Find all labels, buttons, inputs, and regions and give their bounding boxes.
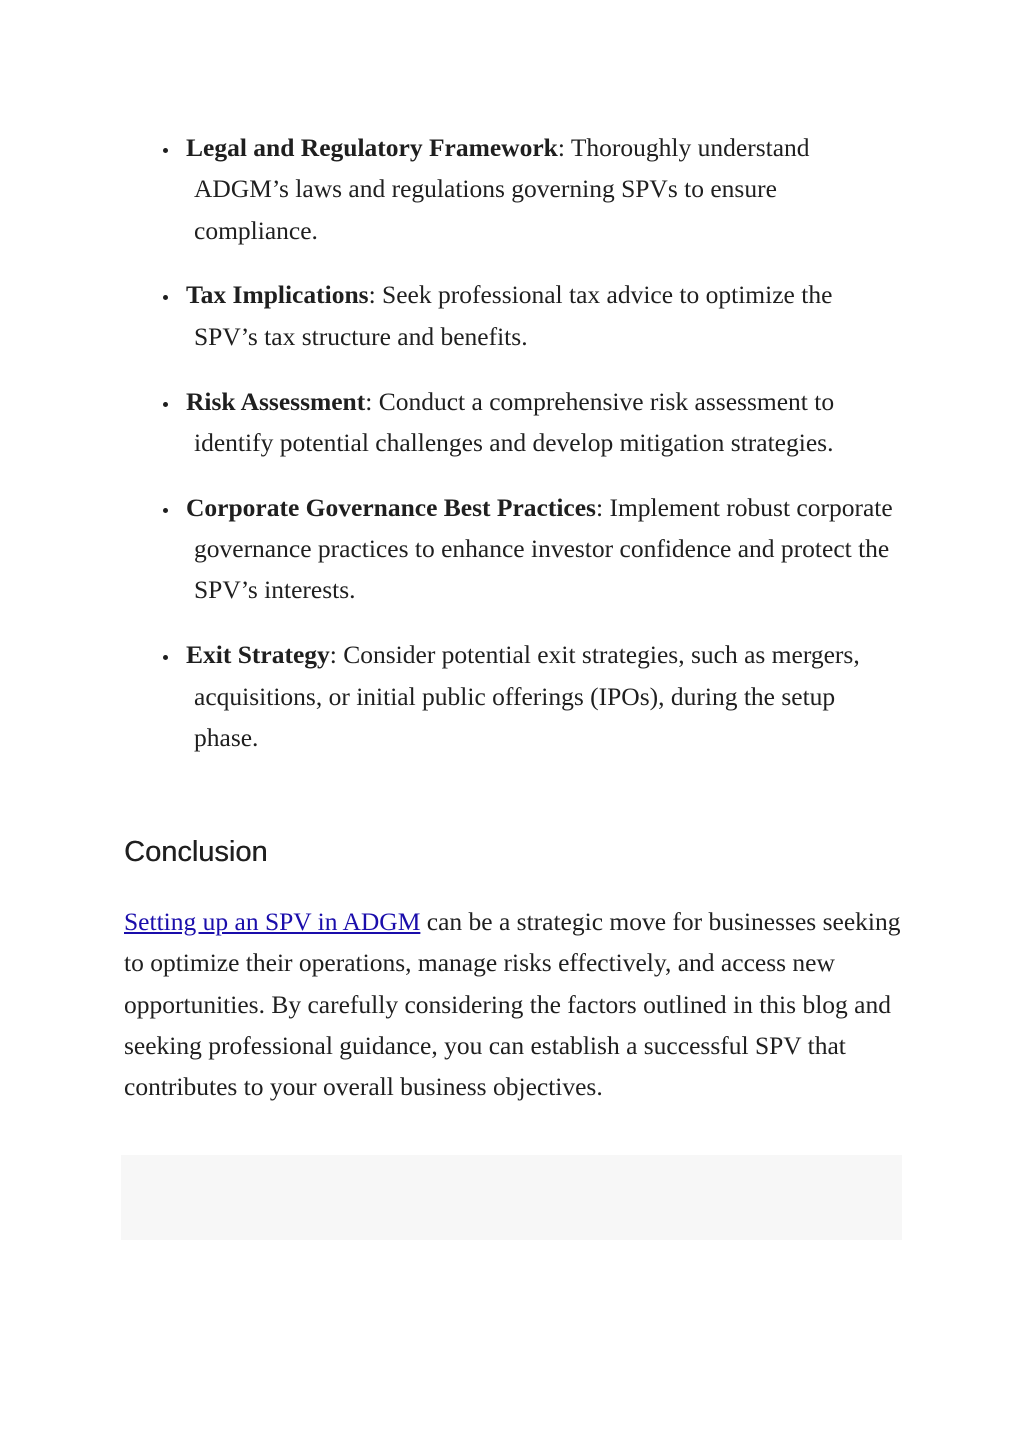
list-item-text: Consider potential exit strategies, such as mergers, acquisitions, or initial public offerings (IPOs), during the setup phase. (194, 640, 860, 752)
bullet-icon (163, 148, 168, 153)
list-item-legal (124, 127, 904, 251)
conclusion-text: can be a strategic move for businesses seeking to optimize their operations, manage risks effectively, and access new opportunities. By carefully considering the factors outlined in this blog and seeking professional guidance, you can establish a successful SPV that contributes to your overall business objectives. (124, 907, 901, 1102)
list-item-risk (124, 381, 904, 464)
list-item-term: Tax Implications (186, 280, 369, 310)
list-item-term: Legal and Regulatory Framework (186, 133, 558, 162)
list-item-governance (124, 487, 904, 611)
list-item-text: Seek professional tax advice to optimize the SPV’s tax structure and benefits. (194, 280, 833, 351)
list-item-text: Conduct a comprehensive risk assessment to identify potential challenges and develop mitigation strategies. (194, 386, 835, 457)
list-item-exit (124, 634, 904, 758)
embed-placeholder (121, 1155, 902, 1240)
list-item-separator: : (368, 280, 376, 310)
bullet-icon (163, 402, 168, 407)
list-item-separator: : (557, 133, 565, 162)
bullet-icon (163, 508, 168, 513)
list-item-text: Thoroughly understand ADGM’s laws and regulations governing SPVs to ensure compliance. (194, 133, 810, 245)
list-item-separator: : (595, 492, 604, 522)
bullet-icon (163, 295, 168, 300)
list-item-tax (124, 274, 904, 357)
conclusion-paragraph (124, 901, 904, 1107)
list-item-separator: : (329, 640, 337, 670)
bullet-icon (163, 655, 168, 660)
list-item-term: Corporate Governance Best Practices (186, 492, 596, 522)
list-item-separator: : (365, 386, 373, 416)
list-item-term: Risk Assessment (186, 386, 366, 416)
spv-setup-link[interactable]: Setting up an SPV in ADGM (124, 907, 421, 936)
list-item-text: Implement robust corporate governance practices to enhance investor confidence and protect the SPV’s interests. (194, 492, 893, 605)
considerations-list (124, 127, 904, 758)
list-item-term: Exit Strategy (186, 640, 330, 670)
conclusion-heading: Conclusion (124, 836, 268, 868)
article-content (124, 127, 904, 1102)
